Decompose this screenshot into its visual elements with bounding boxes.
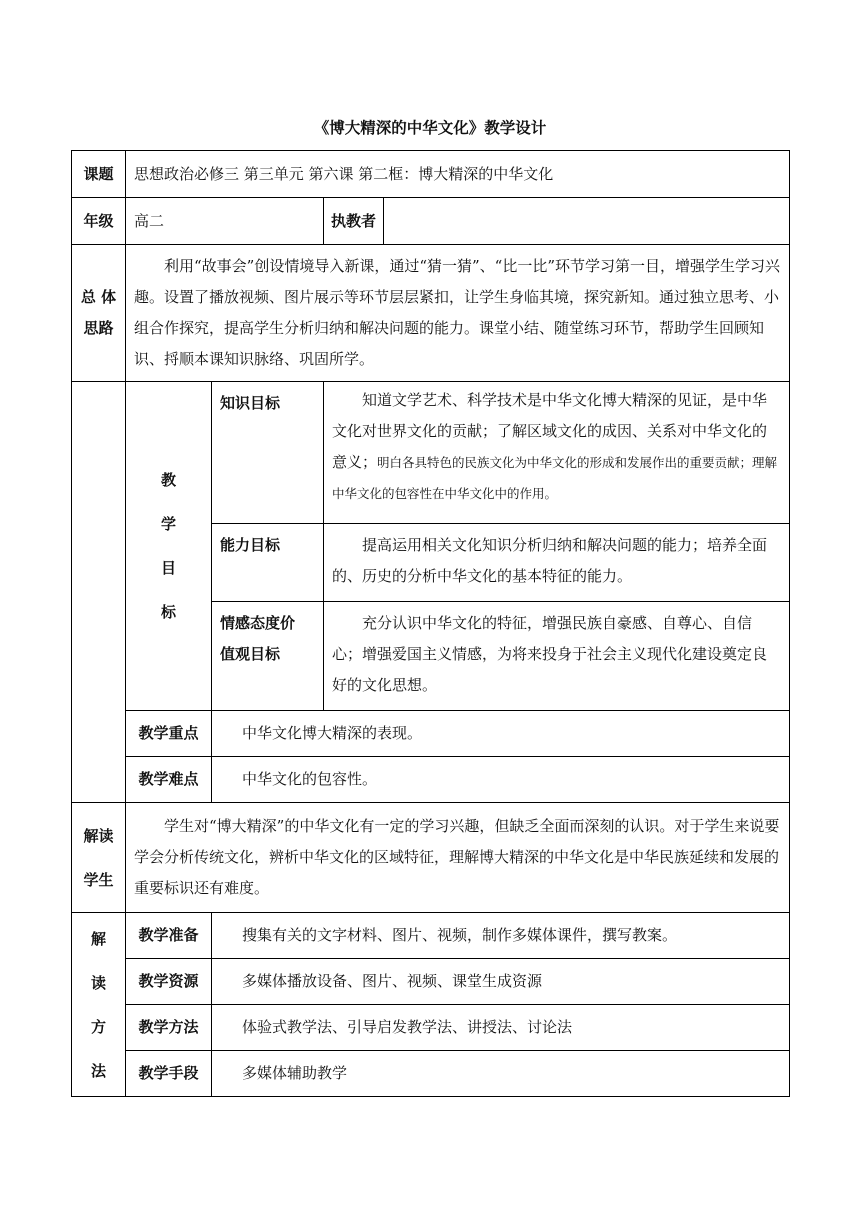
students-label [72,803,126,913]
difficulty-label: 教学难点 [126,757,212,803]
emotion-goal-label [212,602,324,711]
prep-label: 教学准备 [126,913,212,959]
key-point-row [72,711,790,757]
overview-label-line2: 思路 [83,319,114,337]
grade-row [72,198,790,245]
method-row [72,1005,790,1051]
goals-label-char-3: 目 [160,559,176,577]
goals-label-char-4: 标 [160,603,176,621]
knowledge-goal-text-small: 明白各具特色的民族文化为中华文化的形成和发展作出的重要贡献；理解中华文化的包容性在中华文化中的作用。 [332,455,778,501]
goals-left-spacer [72,382,126,803]
means-text: 多媒体辅助教学 [212,1051,790,1097]
topic-value: 思想政治必修三 第三单元 第六课 第二框：博大精深的中华文化 [126,151,790,198]
means-row [72,1051,790,1097]
key-point-label: 教学重点 [126,711,212,757]
topic-label: 课题 [72,151,126,198]
key-point-text: 中华文化博大精深的表现。 [212,711,790,757]
prep-text: 搜集有关的文字材料、图片、视频，制作多媒体课件，撰写教案。 [212,913,790,959]
means-label: 教学手段 [126,1051,212,1097]
method-label: 教学方法 [126,1005,212,1051]
overview-label-line1: 总 体 [80,288,117,306]
topic-row [72,151,790,198]
grade-value: 高二 [126,198,324,245]
methods-label [72,913,126,1097]
students-label-line1: 解读 [83,826,114,845]
overview-label [72,245,126,382]
lesson-plan-table [71,150,790,1097]
methods-label-char-1: 解 [90,929,106,948]
methods-label-char-3: 方 [90,1017,106,1036]
emotion-goal-text: 充分认识中华文化的特征，增强民族自豪感、自尊心、自信心；增强爱国主义情感，为将来投身于社会主义现代化建设奠定良好的文化思想。 [324,602,790,711]
difficulty-text: 中华文化的包容性。 [212,757,790,803]
methods-label-char-4: 法 [90,1061,106,1080]
methods-label-char-2: 读 [90,973,106,992]
grade-label: 年级 [72,198,126,245]
teacher-label: 执教者 [324,198,384,245]
knowledge-goal-row [72,382,790,524]
goals-label-char-1: 教 [160,471,176,489]
resources-label: 教学资源 [126,959,212,1005]
resources-text: 多媒体播放设备、图片、视频、课堂生成资源 [212,959,790,1005]
students-text: 学生对“博大精深”的中华文化有一定的学习兴趣，但缺乏全面而深刻的认识。对于学生来说要学会分析传统文化，辨析中华文化的区域特征，理解博大精深的中华文化是中华民族延续和发展的重要标识还有难度。 [126,803,790,913]
ability-goal-text: 提高运用相关文化知识分析归纳和解决问题的能力；培养全面的、历史的分析中华文化的基本特征的能力。 [324,524,790,602]
goals-label [126,382,212,711]
knowledge-goal-label: 知识目标 [212,382,324,524]
method-text: 体验式教学法、引导启发教学法、讲授法、讨论法 [212,1005,790,1051]
goals-label-char-2: 学 [160,515,176,533]
overview-text: 利用“故事会”创设情境导入新课，通过“猜一猜”、“比一比”环节学习第一目，增强学生学习兴趣。设置了播放视频、图片展示等环节层层紧扣，让学生身临其境，探究新知。通过独立思考、小组合作探究，提高学生分析归纳和解决问题的能力。课堂小结、随堂练习环节，帮助学生回顾知识、捋顺本课知识脉络、巩固所学。 [126,245,790,382]
knowledge-goal-text [324,382,790,524]
prep-row [72,913,790,959]
resources-row [72,959,790,1005]
difficulty-row [72,757,790,803]
students-label-line2: 学生 [83,870,114,889]
emotion-goal-label-line2: 值观目标 [220,645,281,663]
document-title: 《博大精深的中华文化》教学设计 [313,119,547,137]
knowledge-goal-text-main: 知道文学艺术、科学技术是中华文化博大精深的见证，是中华文化对世界文化的贡献；了解区域文化的成因、关系对中华文化的意义； [332,391,768,471]
emotion-goal-label-line1: 情感态度价 [220,614,296,632]
students-row [72,803,790,913]
teacher-value [384,198,790,245]
ability-goal-label: 能力目标 [212,524,324,602]
overview-row [72,245,790,382]
